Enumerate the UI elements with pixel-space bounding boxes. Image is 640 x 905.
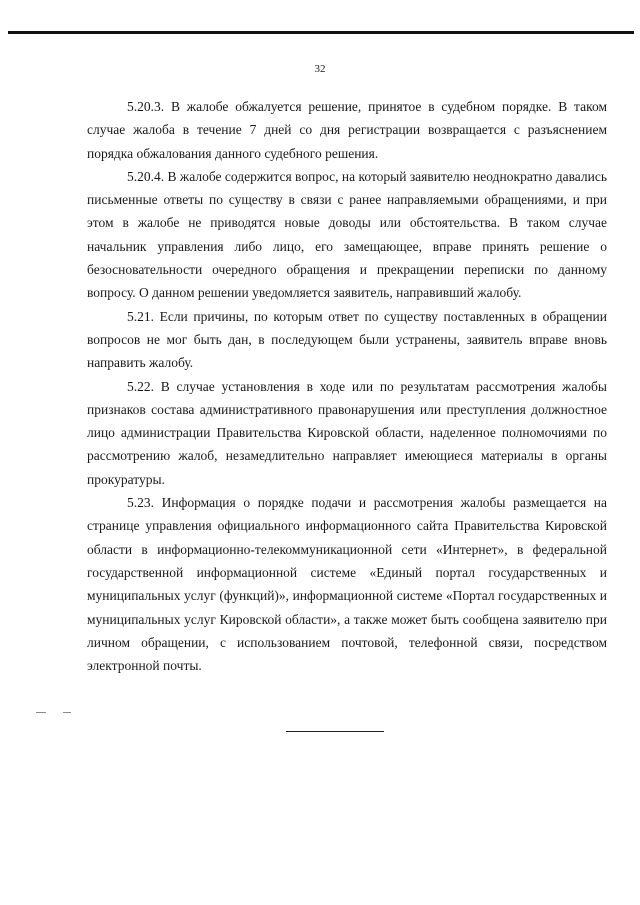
paragraph-5-23: 5.23. Информация о порядке подачи и рассмотрения жалобы размещается на странице управления официального информационного сайта Правительства Кировской области в информационно-телекоммуникационной сети «Интернет», в федеральной государственной информационной системе «Единый портал государственных и муниципальных услуг (функций)», информационной системе «Портал государственных и муниципальных услуг Кировской области», а также может быть сообщена заявителю при личном обращении, с использованием почтовой, телефонной связи, посредством электронной почты. (87, 495, 607, 674)
paragraph-5-20-3: 5.20.3. В жалобе обжалуется решение, принятое в судебном порядке. В таком случае жалоба в течение 7 дней со дня регистрации возвращается с разъяснением порядка обжалования данного судебного решения. (87, 99, 607, 161)
scan-speck (36, 712, 46, 713)
scan-speck (63, 712, 71, 713)
paragraph-5-20-4: 5.20.4. В жалобе содержится вопрос, на который заявителю неоднократно давались письменные ответы по существу в связи с ранее направляемыми обращениями, и при этом в жалобе не приводятся новые доводы или обстоятельства. В таком случае начальник управления либо лицо, его замещающее, вправе принять решение о безосновательности очередного обращения и прекращении переписки по данному вопросу. О данном решении уведомляется заявитель, направивший жалобу. (87, 168, 607, 301)
page-number: 32 (314, 63, 326, 75)
top-border-rule (8, 31, 634, 34)
paragraph-5-22: 5.22. В случае установления в ходе или по результатам рассмотрения жалобы признаков состава административного правонарушения или преступления должностное лицо администрации Правительства Кировской области, наделенное полномочиями по рассмотрению жалоб, незамедлительно направляет имеющиеся материалы в органы прокуратуры. (87, 378, 607, 487)
document-body (87, 95, 607, 677)
end-of-text-rule (286, 731, 384, 732)
paragraph-5-21: 5.21. Если причины, по которым ответ по существу поставленных в обращении вопросов не мог быть дан, в последующем были устранены, заявитель вправе вновь направить жалобу. (87, 308, 607, 371)
